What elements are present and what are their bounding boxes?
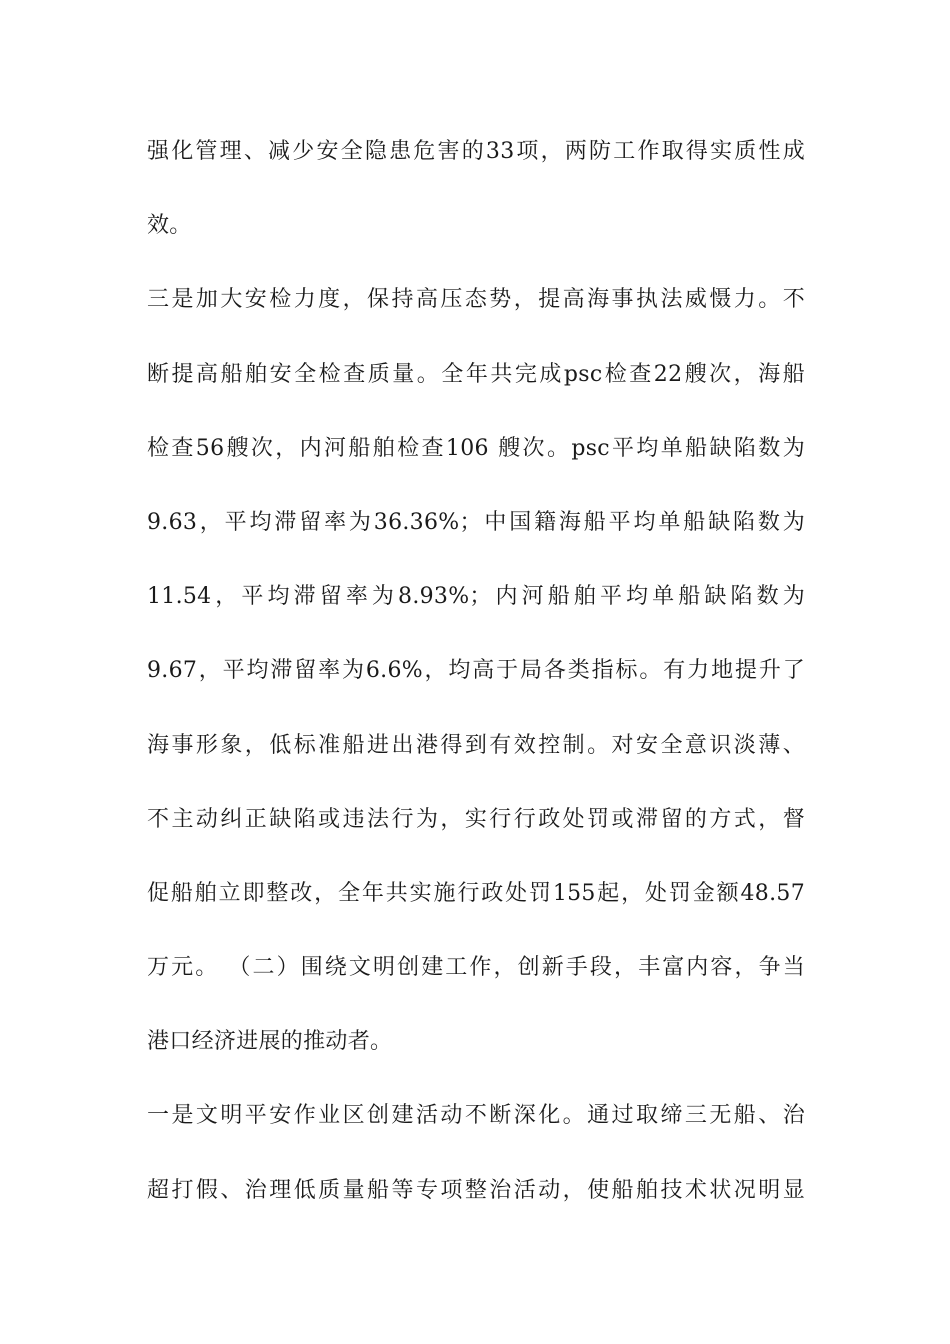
text-line: 断提高船舶安全检查质量。全年共完成psc检查22艘次，海船 — [147, 361, 805, 387]
text-line: 效。 — [147, 213, 192, 239]
text-line: 不主动纠正缺陷或违法行为，实行行政处罚或滞留的方式，督 — [147, 806, 805, 832]
text-line: 三是加大安检力度，保持高压态势，提高海事执法威慑力。不 — [147, 287, 805, 313]
text-line: 检查56艘次，内河船舶检查106 艘次。psc平均单船缺陷数为 — [147, 435, 805, 461]
text-line: 港口经济进展的推动者。 — [147, 1029, 393, 1055]
text-line: 9.67，平均滞留率为6.6%，均高于局各类指标。有力地提升了 — [147, 658, 805, 684]
text-line: 万元。 （二）围绕文明创建工作，创新手段，丰富内容，争当 — [147, 955, 805, 981]
body-text — [147, 130, 847, 1243]
text-line: 强化管理、减少安全隐患危害的33项，两防工作取得实质性成 — [147, 139, 805, 164]
text-line: 11.54，平均滞留率为8.93%；内河船舶平均单船缺陷数为 — [147, 584, 805, 610]
text-line: 一是文明平安作业区创建活动不断深化。通过取缔三无船、治 — [147, 1103, 805, 1129]
text-line: 海事形象，低标准船进出港得到有效控制。对安全意识淡薄、 — [147, 732, 805, 758]
text-line: 9.63，平均滞留率为36.36%；中国籍海船平均单船缺陷数为 — [147, 509, 805, 535]
text-line: 超打假、治理低质量船等专项整治活动，使船舶技术状况明显 — [147, 1177, 805, 1203]
text-line: 促船舶立即整改，全年共实施行政处罚155起，处罚金额48.57 — [147, 880, 805, 906]
